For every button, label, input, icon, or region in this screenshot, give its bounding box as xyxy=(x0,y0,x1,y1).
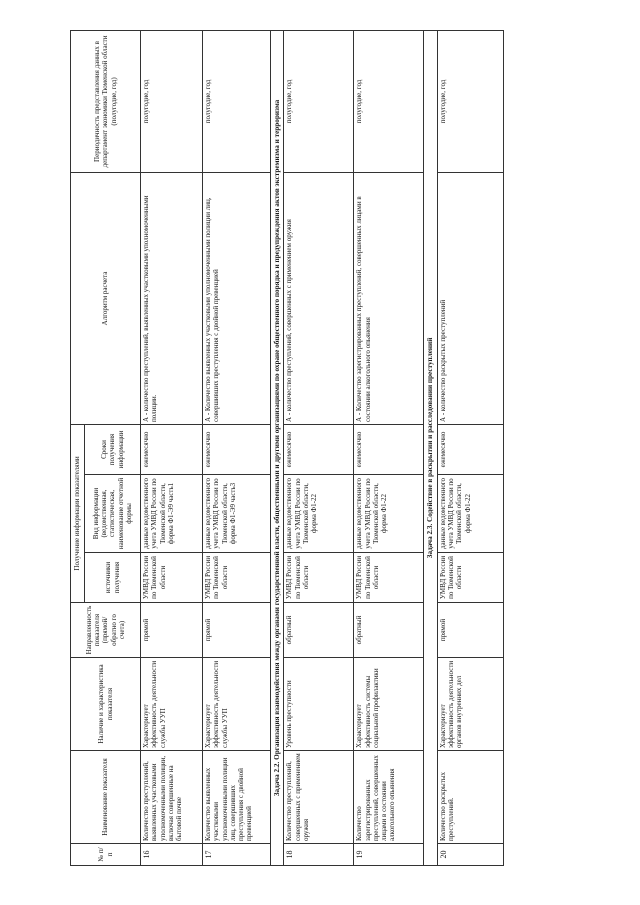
row-terms: ежемесячно xyxy=(354,424,424,474)
row-name: Количество зарегистрированных преступлений, совершенных лицами в состоянии алкогольного опьянения xyxy=(354,751,424,844)
table-row xyxy=(284,30,354,865)
row-source: УМВД России по Тюменской области xyxy=(203,553,271,603)
row-algorithm: А - количество преступлений, выявленных участковыми уполномоченными полиции. xyxy=(141,172,203,424)
row-character: Характеризует эффективность деятельности службы УУП xyxy=(141,658,203,751)
row-info-type: данные ведомственного учета УМВД России по Тюменской области, форма Ф1-22 xyxy=(284,475,354,553)
row-direction: прямой xyxy=(141,603,203,658)
header-terms: Сроки получения информации xyxy=(85,424,141,474)
section-row xyxy=(271,30,284,865)
table-row xyxy=(437,30,503,865)
row-num: 20 xyxy=(437,844,503,866)
section-title: Задача 2.3. Содействие в раскрытии и расследовании преступлений xyxy=(424,30,437,865)
row-name: Количество преступлений, совершенных с применением оружия xyxy=(284,751,354,844)
row-source: УМВД России по Тюменской области xyxy=(141,553,203,603)
header-period: Периодичность представления данных в департамент экономики Тюменской области (полугодие, год) xyxy=(71,30,141,172)
row-terms: ежемесячно xyxy=(437,424,503,474)
header-character: Наличие и характеристика показателя xyxy=(71,658,141,751)
row-character: Характеризует эффективность деятельности службы УУП xyxy=(203,658,271,751)
row-num: 16 xyxy=(141,844,203,866)
row-info-type: данные ведомственного учета УМВД России по Тюменской области, форма Ф1-Э9 часть3 xyxy=(203,475,271,553)
table-row xyxy=(354,30,424,865)
row-source: УМВД России по Тюменской области xyxy=(284,553,354,603)
row-info-type: данные ведомственного учета УМВД России по Тюменской области, форма Ф1-Э9 часть1 xyxy=(141,475,203,553)
row-name: Количество выявленных участковыми уполномоченными полиции лиц, совершивших преступления с двойной превенцией xyxy=(203,751,271,844)
row-direction: прямой xyxy=(203,603,271,658)
row-algorithm: А - количество преступлений, совершенных с применением оружия xyxy=(284,172,354,424)
row-name: Количество преступлений, выявленных участковыми уполномоченными полиции, включая совершенные на бытовой почве xyxy=(141,751,203,844)
row-terms: ежемесячно xyxy=(284,424,354,474)
header-algorithm: Алгоритм расчета xyxy=(71,172,141,424)
row-direction: обратный xyxy=(284,603,354,658)
row-direction: прямой xyxy=(437,603,503,658)
header-num: № п/п xyxy=(71,844,141,866)
row-num: 18 xyxy=(284,844,354,866)
row-algorithm: А - Количество выявленных участковыми уполномоченными полиции лиц, совершивших преступления с двойной превенцией xyxy=(203,172,271,424)
row-terms: ежемесячно xyxy=(141,424,203,474)
row-num: 19 xyxy=(354,844,424,866)
row-info-type: данные ведомственного учета УМВД России по Тюменской области, форма Ф1-22 xyxy=(437,475,503,553)
table-header-row xyxy=(71,30,85,865)
row-direction: обратный xyxy=(354,603,424,658)
section-title: Задача 2.2. Организация взаимодействия между органами государственной власти, общественными и другими организациями по охране общественного порядка и предупреждения актов экстремизма и терроризма xyxy=(271,30,284,865)
row-period: полугодие, год xyxy=(284,30,354,172)
row-algorithm: А - Количество зарегистрированных преступлений, совершенных лицами в состоянии алкогольного опьянения xyxy=(354,172,424,424)
table-row xyxy=(141,30,203,865)
row-terms: ежемесячно xyxy=(203,424,271,474)
header-name: Наименование показателя xyxy=(71,751,141,844)
row-period: полугодие, год xyxy=(354,30,424,172)
rotated-document xyxy=(70,31,525,866)
row-source: УМВД России по Тюменской области xyxy=(354,553,424,603)
table-row xyxy=(203,30,271,865)
row-character: Уровень преступности xyxy=(284,658,354,751)
header-source: источники получения xyxy=(85,553,141,603)
header-info-type: Вид информации (ведомственная, статистическая, наименование отчетной формы xyxy=(85,475,141,553)
row-period: полугодие, год xyxy=(141,30,203,172)
row-info-type: данные ведомственного учета УМВД России по Тюменской области, форма Ф1-22 xyxy=(354,475,424,553)
row-period: полугодие, год xyxy=(437,30,503,172)
row-character: Характеризует эффективность деятельности органов внутренних дел xyxy=(437,658,503,751)
section-row xyxy=(424,30,437,865)
row-source: УМВД России по Тюменской области xyxy=(437,553,503,603)
header-group: Получение информации показателями xyxy=(71,424,85,602)
row-algorithm: А - количество раскрытых преступлений xyxy=(437,172,503,424)
row-period: полугодие, год xyxy=(203,30,271,172)
header-direction: Направленность показателя (прямой/обратно го счета) xyxy=(71,603,141,658)
row-num: 17 xyxy=(203,844,271,866)
indicators-table xyxy=(70,30,504,866)
row-character: Характеризует эффективность системы социальной профилактики xyxy=(354,658,424,751)
row-name: Количество раскрытых преступлений. xyxy=(437,751,503,844)
